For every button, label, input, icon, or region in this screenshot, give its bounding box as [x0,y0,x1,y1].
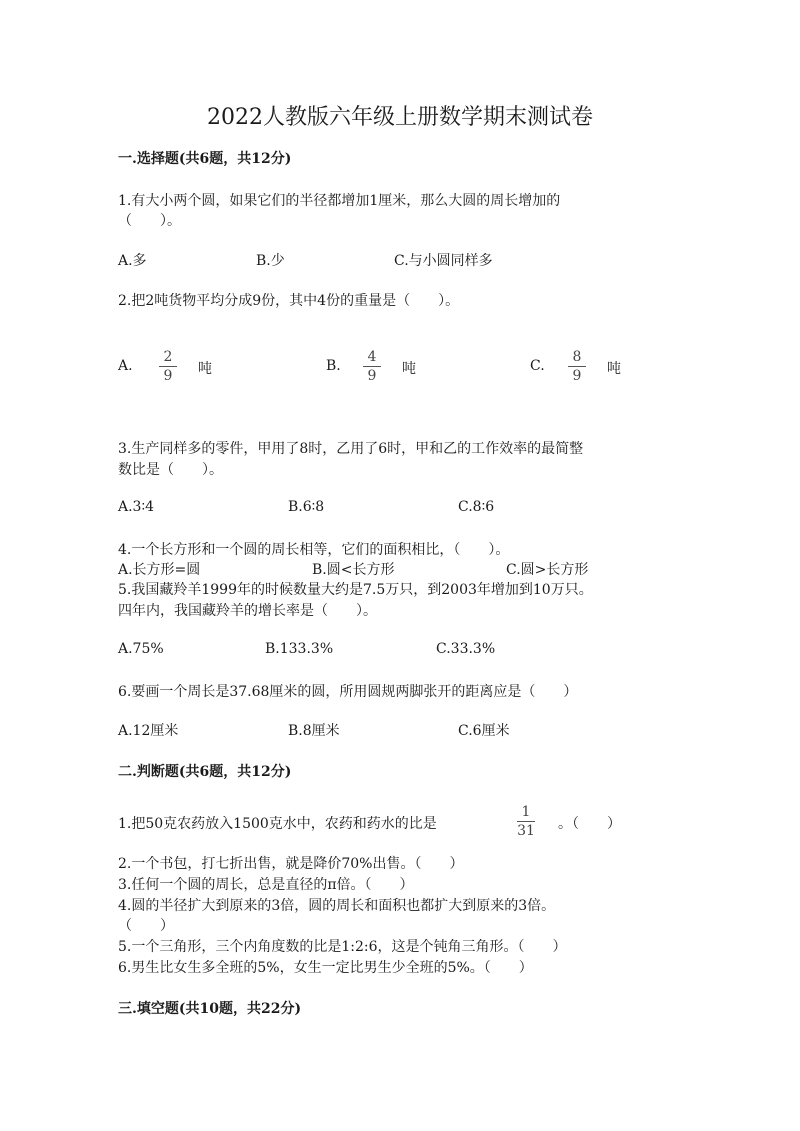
question-text: 5.一个三角形，三个内角度数的比是1:2:6，这是个钝角三角形。（ ） [118,939,567,955]
question-text: （ ）。 [118,213,181,229]
question-text: 1.把50克农药放入1500克水中，农药和药水的比是 [118,816,437,832]
option-b: B.6∶8 [288,499,325,515]
option-c: C.圆>长方形 [506,562,589,578]
option-a: A.3∶4 [118,499,155,515]
option-b: B.8厘米 [288,723,340,739]
answer-bracket: 。（ ） [558,816,621,832]
section-heading-fill: 三.填空题(共10题，共22分) [118,1001,302,1017]
option-a: A.12厘米 [118,723,179,739]
question-text: 1.有大小两个圆，如果它们的半径都增加1厘米，那么大圆的周长增加的 [118,193,561,209]
question-text: 2.一个书包，打七折出售，就是降价70%出售。（ ） [118,856,464,872]
option-a: A.多 [118,253,147,269]
question-text: 3.生产同样多的零件，甲用了8时，乙用了6时，甲和乙的工作效率的最简整 [118,441,584,457]
question-text: 2.把2吨货物平均分成9份，其中4份的重量是（ ）。 [118,293,460,309]
fraction-inline: 1 31 [517,804,535,839]
question-text: 数比是（ ）。 [118,462,223,478]
option-a: A.长方形=圆 [118,562,201,578]
question-text: 5.我国藏羚羊1999年的时候数量大约是7.5万只，到2003年增加到10万只。 [118,582,593,598]
option-a-label: A. [118,358,133,374]
option-c-unit: 吨 [607,361,621,377]
section-heading-judgement: 二.判断题(共6题，共12分) [118,764,292,780]
question-text: 4.圆的半径扩大到原来的3倍，圆的周长和面积也都扩大到原来的3倍。 [118,898,556,914]
fraction-option-a: 2 9 [157,349,179,384]
option-c: C.33.3% [436,641,496,657]
fraction-option-c: 8 9 [566,349,588,384]
option-c: C.8∶6 [458,499,495,515]
page-title: 2022人教版六年级上册数学期末测试卷 [207,105,593,130]
option-b-label: B. [326,358,341,374]
question-text: 6.男生比女生多全班的5%，女生一定比男生少全班的5%。（ ） [118,960,533,976]
option-b: B.圆<长方形 [312,562,395,578]
question-text: 6.要画一个周长是37.68厘米的圆，所用圆规两脚张开的距离应是（ ） [118,684,578,700]
fraction-option-b: 4 9 [361,349,383,384]
option-c-label: C. [530,358,545,374]
question-text: 3.任何一个圆的周长，总是直径的π倍。（ ） [118,877,414,893]
question-text: 4.一个长方形和一个圆的周长相等，它们的面积相比，（ ）。 [118,542,510,558]
question-text: 四年内，我国藏羚羊的增长率是（ ）。 [118,603,377,619]
option-c: C.与小圆同样多 [394,253,493,269]
question-text: （ ） [118,918,174,934]
option-c: C.6厘米 [458,723,510,739]
section-heading-choice: 一.选择题(共6题，共12分) [118,151,292,167]
option-b: B.少 [256,253,285,269]
option-a-unit: 吨 [198,361,212,377]
option-b-unit: 吨 [402,361,416,377]
option-b: B.133.3% [265,641,334,657]
option-a: A.75% [118,641,164,657]
